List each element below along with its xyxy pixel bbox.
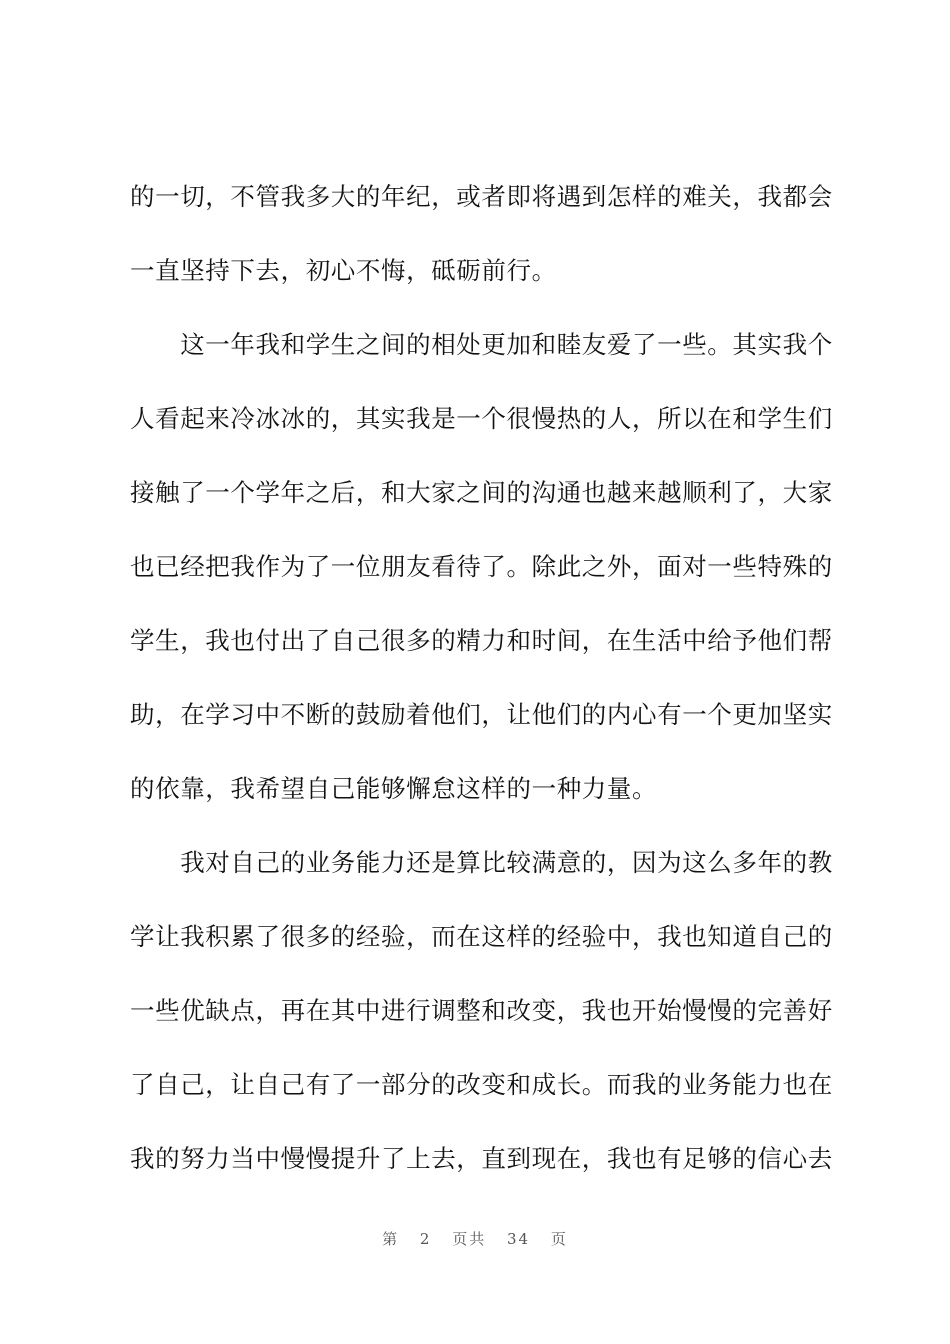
footer-total-pages: 34 bbox=[507, 1230, 531, 1248]
footer-current-page: 2 bbox=[419, 1230, 432, 1248]
text-line: 也已经把我作为了一位朋友看待了。除此之外，面对一些特殊的 bbox=[130, 552, 833, 581]
text-line: 一直坚持下去，初心不悔，砥砺前行。 bbox=[130, 256, 557, 285]
text-line: 一些优缺点，再在其中进行调整和改变，我也开始慢慢的完善好 bbox=[130, 996, 833, 1025]
text-line: 这一年我和学生之间的相处更加和睦友爱了一些。其实我个 bbox=[130, 330, 833, 359]
text-line: 助，在学习中不断的鼓励着他们，让他们的内心有一个更加坚实 bbox=[130, 700, 833, 729]
text-line: 我的努力当中慢慢提升了上去，直到现在，我也有足够的信心去 bbox=[130, 1144, 833, 1173]
text-line: 的一切，不管我多大的年纪，或者即将遇到怎样的难关，我都会 bbox=[130, 182, 833, 211]
text-line: 的依靠，我希望自己能够懈怠这样的一种力量。 bbox=[130, 774, 658, 803]
text-line: 接触了一个学年之后，和大家之间的沟通也越来越顺利了，大家 bbox=[130, 478, 833, 507]
footer-label-di: 第 bbox=[382, 1230, 400, 1248]
page-footer bbox=[0, 1228, 950, 1249]
text-line: 学生，我也付出了自己很多的精力和时间，在生活中给予他们帮 bbox=[130, 626, 833, 655]
text-line: 人看起来冷冰冰的，其实我是一个很慢热的人，所以在和学生们 bbox=[130, 404, 833, 433]
footer-label-ye-gong: 页共 bbox=[452, 1230, 487, 1248]
footer-label-ye: 页 bbox=[550, 1230, 568, 1248]
text-line: 我对自己的业务能力还是算比较满意的，因为这么多年的教 bbox=[130, 848, 833, 877]
text-line: 了自己，让自己有了一部分的改变和成长。而我的业务能力也在 bbox=[130, 1070, 833, 1099]
text-line: 学让我积累了很多的经验，而在这样的经验中，我也知道自己的 bbox=[130, 922, 833, 951]
